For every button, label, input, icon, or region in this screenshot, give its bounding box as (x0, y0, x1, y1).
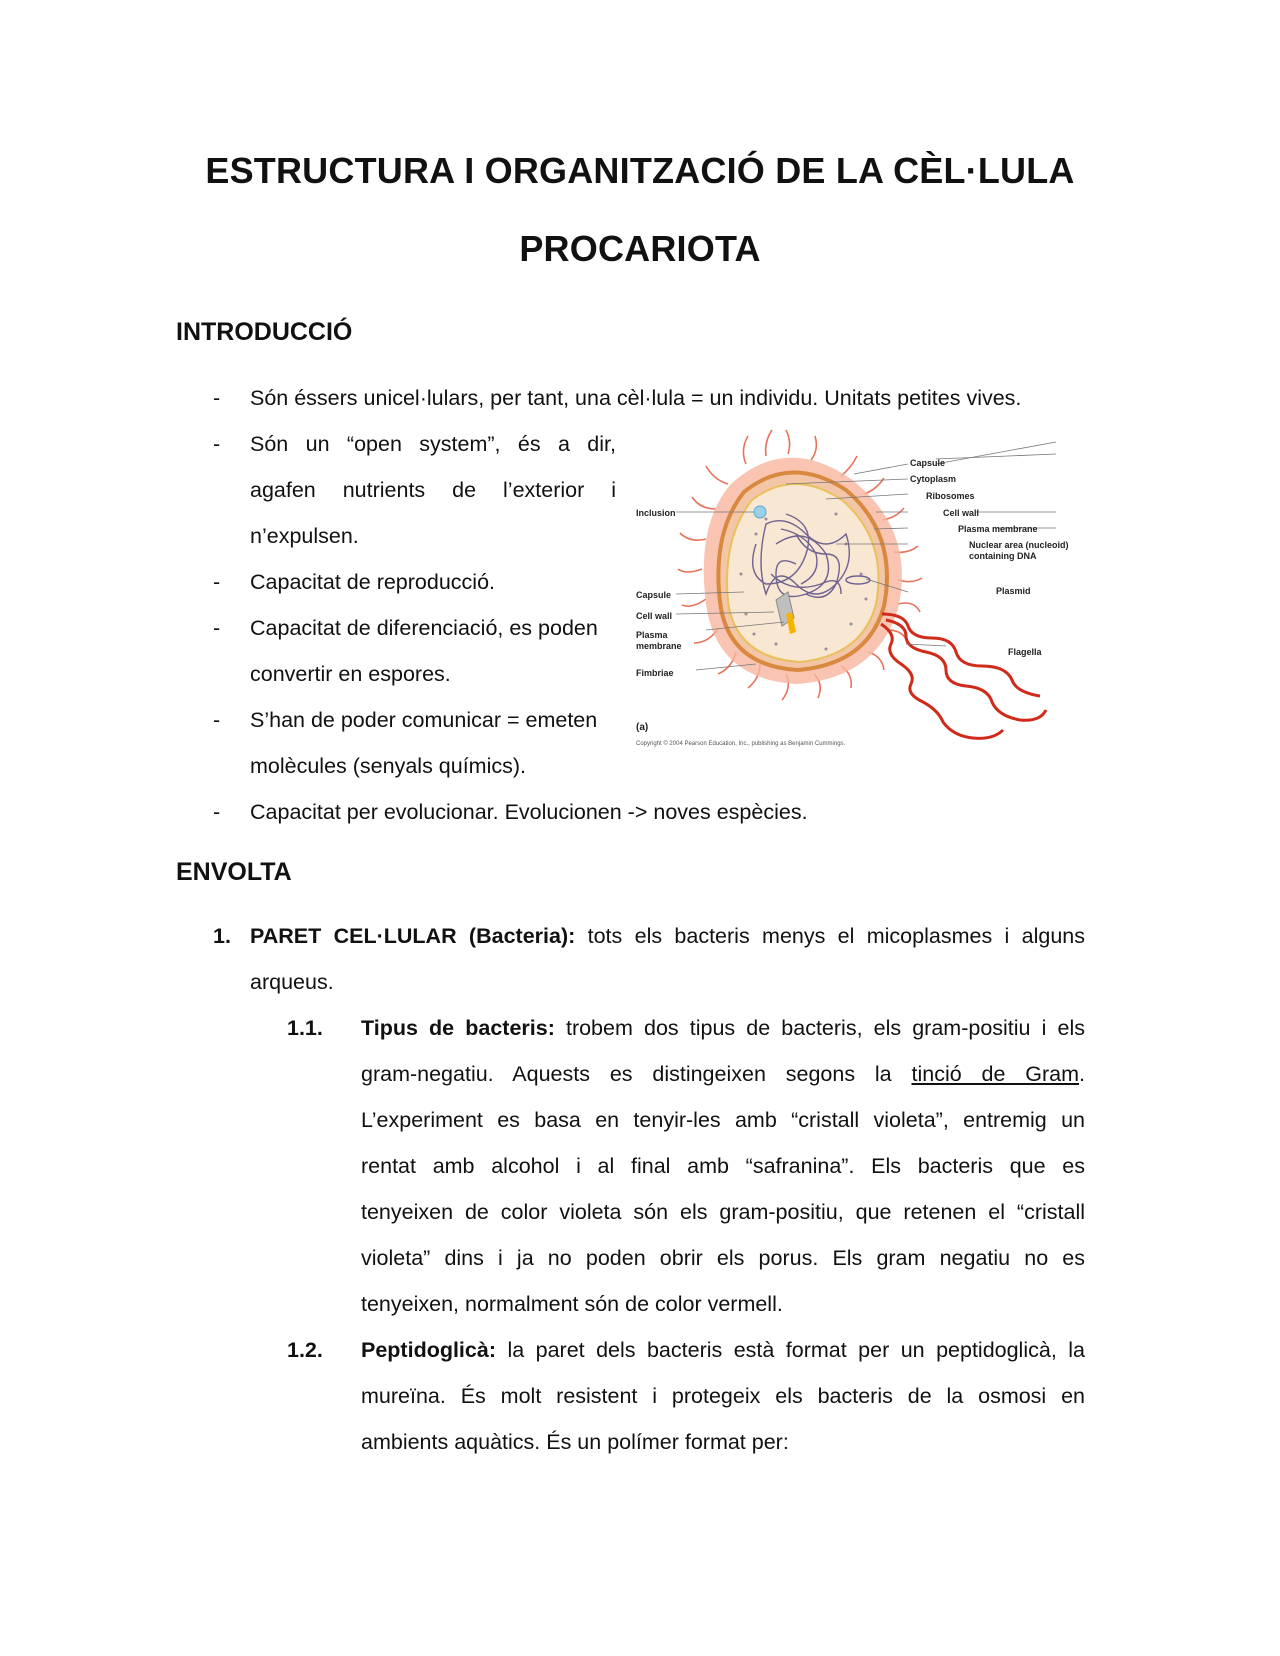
bullet-marker: - (213, 800, 221, 824)
intro-item-3: Capacitat de reproducció. (250, 570, 496, 594)
intro-item-4: Capacitat de diferenciació, es poden convertir en espores. (250, 616, 598, 686)
section-heading-envolta: ENVOLTA (176, 858, 292, 886)
paret-cellular-item: PARET CEL·LULAR (Bacteria): tots els bacteris menys el micoplasmes i alguns arqueus. (250, 924, 1085, 994)
figure-labels-left (636, 508, 682, 678)
section-heading-introduccio: INTRODUCCIÓ (176, 318, 353, 346)
figure-panel-label: (a) (636, 722, 649, 733)
page-title-line-1: ESTRUCTURA I ORGANITZACIÓ DE LA CÈL·LULA (205, 150, 1075, 191)
intro-item-5: S’han de poder comunicar = emeten molècules (senyals químics). (250, 708, 598, 778)
list-number: 1.2. (287, 1338, 323, 1362)
bullet-marker: - (213, 708, 221, 732)
label-capsule: Capsule (910, 458, 946, 468)
label-cytoplasm: Cytoplasm (910, 474, 957, 484)
label-nucleoid: Nuclear area (nucleoid) (969, 540, 1069, 550)
tincio-de-gram-link[interactable]: tinció de Gram (911, 1062, 1080, 1086)
label-ribosomes: Ribosomes (926, 491, 975, 501)
intro-item-6: Capacitat per evolucionar. Evolucionen -> noves espècies. (250, 800, 808, 824)
page-title-line-2: PROCARIOTA (519, 228, 761, 269)
figure-copyright: Copyright © 2004 Pearson Education, Inc., publishing as Benjamin Cummings. (636, 741, 846, 747)
label-plasma-membrane: Plasma membrane (958, 524, 1038, 534)
label-inclusion: Inclusion (636, 508, 676, 518)
label-fimbriae: Fimbriae (636, 668, 674, 678)
list-number: 1.1. (287, 1016, 323, 1040)
label-containing-dna: containing DNA (969, 551, 1037, 561)
bullet-marker: - (213, 432, 221, 456)
tipus-de-bacteris-item: Tipus de bacteris: trobem dos tipus de bacteris, els gram-positiu i els gram-negatiu. Aquests es distingeixen segons la tinció de Gram. L’experiment es basa en tenyir-les amb “cristall violeta”, entremig un rentat amb alcohol i al final amb “safranina”. Els bacteris que es tenyeixen de color violeta són els gram-positiu, que retenen el “cristall violeta” dins i ja no poden obrir els porus. Els gram negatiu no es tenyeixen, normalment són de color vermell. (361, 1016, 1085, 1316)
label-cell-wall: Cell wall (943, 508, 980, 518)
label-flagella: Flagella (1008, 647, 1042, 657)
flagella (881, 614, 1046, 738)
label-membrane: membrane (636, 641, 682, 651)
bullet-marker: - (213, 386, 221, 410)
peptidoglica-item: Peptidoglicà: la paret dels bacteris està format per un peptidoglicà, la mureïna. És molt resistent i protegeix els bacteris de la osmosi en ambients aquàtics. És un polímer format per: (361, 1338, 1085, 1454)
label-capsule-left: Capsule (636, 590, 672, 600)
label-plasmid: Plasmid (996, 586, 1031, 596)
bullet-marker: - (213, 570, 221, 594)
label-plasma: Plasma (636, 630, 668, 640)
figure-labels-right (910, 458, 1069, 657)
bullet-marker: - (213, 616, 221, 640)
prokaryotic-cell-figure (636, 424, 1106, 766)
list-number: 1. (213, 924, 231, 948)
intro-item-1: Són éssers unicel·lulars, per tant, una cèl·lula = un individu. Unitats petites vives. (250, 386, 1022, 410)
label-cell-wall-left: Cell wall (636, 611, 673, 621)
intro-item-2: Són un “open system”, és a dir, agafen nutrients de l’exterior i n’expulsen. (250, 432, 616, 548)
